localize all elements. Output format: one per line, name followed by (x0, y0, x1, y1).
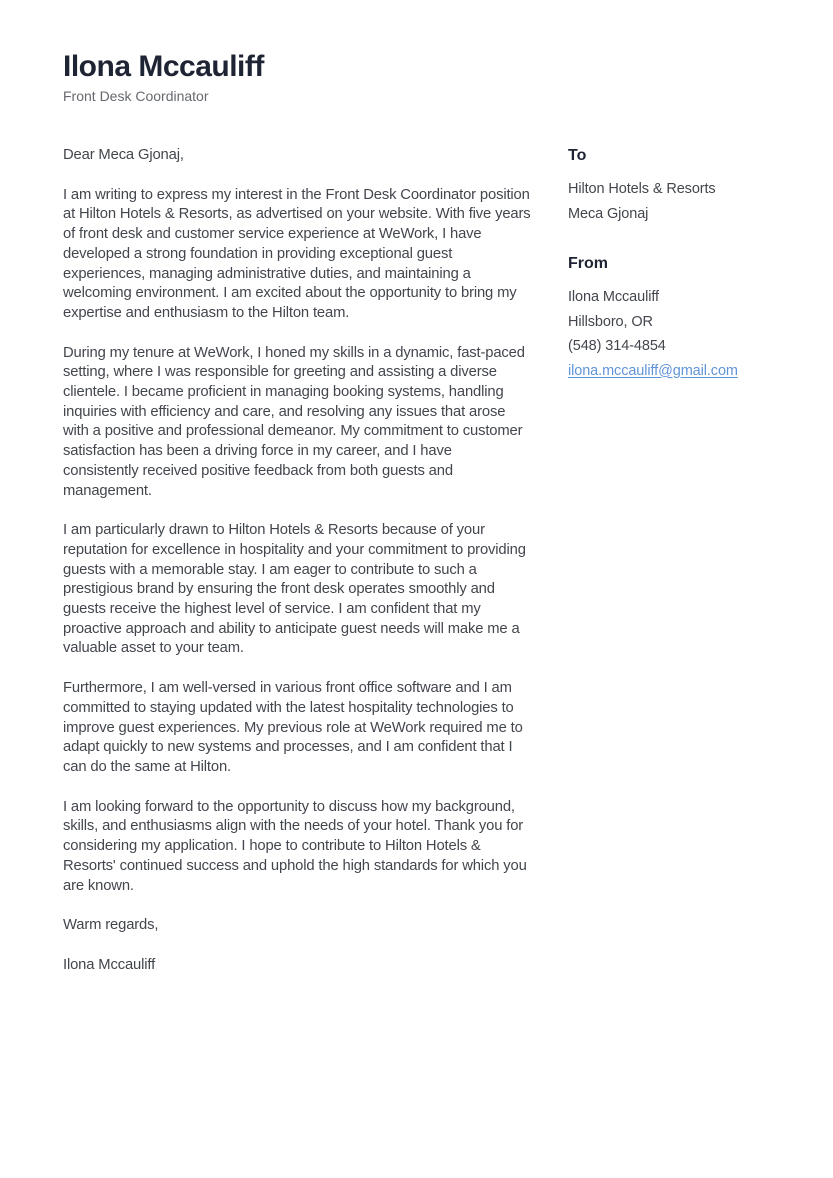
doc-header (63, 50, 264, 105)
to-heading: To (568, 147, 587, 164)
from-location: Hillsboro, OR (568, 313, 653, 330)
from-email-link[interactable]: ilona.mccauliff@gmail.com (568, 362, 738, 379)
from-phone: (548) 314-4854 (568, 338, 666, 354)
letter-closing: Warm regards, (63, 917, 159, 934)
to-company: Hilton Hotels & Resorts (568, 181, 716, 197)
letter-body (63, 146, 531, 976)
letter-paragraph: Furthermore, I am well-versed in various front office software and I am committed to staying updated with the latest hospitality technologies to improve guest experiences. My previous role at WeWork required me to adapt quickly to new systems and processes, and I am confident that I can do the same at Hilton. (63, 680, 523, 775)
contact-sidebar (568, 146, 783, 411)
letter-paragraph: I am looking forward to the opportunity to discuss how my background, skills, and enthusiasms align with the needs of your hotel. Thank you for considering my application. I hope to contribute to Hilton Hotels & Resorts' continued success and uphold the high standards for which you are known. (63, 798, 527, 894)
from-section (568, 254, 783, 383)
letter-greeting: Dear Meca Gjonaj, (63, 147, 184, 163)
applicant-job-title: Front Desk Coordinator (63, 88, 209, 104)
letter-paragraph: I am particularly drawn to Hilton Hotels & Resorts because of your reputation for excellence in hospitality and your commitment to providing guests with a memorable stay. I am eager to contribute to such a prestigious brand by ensuring the front desk operates smoothly and guests receive the highest level of service. I am confident that my proactive approach and ability to anticipate guest needs will make me a valuable asset to your team. (63, 522, 526, 657)
from-name: Ilona Mccauliff (568, 289, 659, 305)
applicant-name: Ilona Mccauliff (63, 50, 264, 83)
to-section (568, 146, 783, 226)
letter-paragraph: I am writing to express my interest in the Front Desk Coordinator position at Hilton Hotels & Resorts, as advertised on your website. With five years of front desk and customer service experience at WeWork, I have developed a strong foundation in providing exceptional guest experiences, managing administrative duties, and maintaining a welcoming environment. I am excited about the opportunity to bring my expertise and enthusiasm to the Hilton team. (63, 186, 531, 321)
letter-paragraph: During my tenure at WeWork, I honed my skills in a dynamic, fast-paced setting, where I was responsible for greeting and assisting a diverse clientele. I became proficient in managing booking systems, handling inquiries with efficiency and care, and resolving any issues that arose with a positive and professional demeanor. My commitment to customer satisfaction has been a driving force in my career, and I have consistently received positive feedback from both guests and management. (63, 344, 525, 499)
to-person: Meca Gjonaj (568, 205, 649, 222)
from-heading: From (568, 255, 608, 272)
letter-signature: Ilona Mccauliff (63, 956, 156, 973)
